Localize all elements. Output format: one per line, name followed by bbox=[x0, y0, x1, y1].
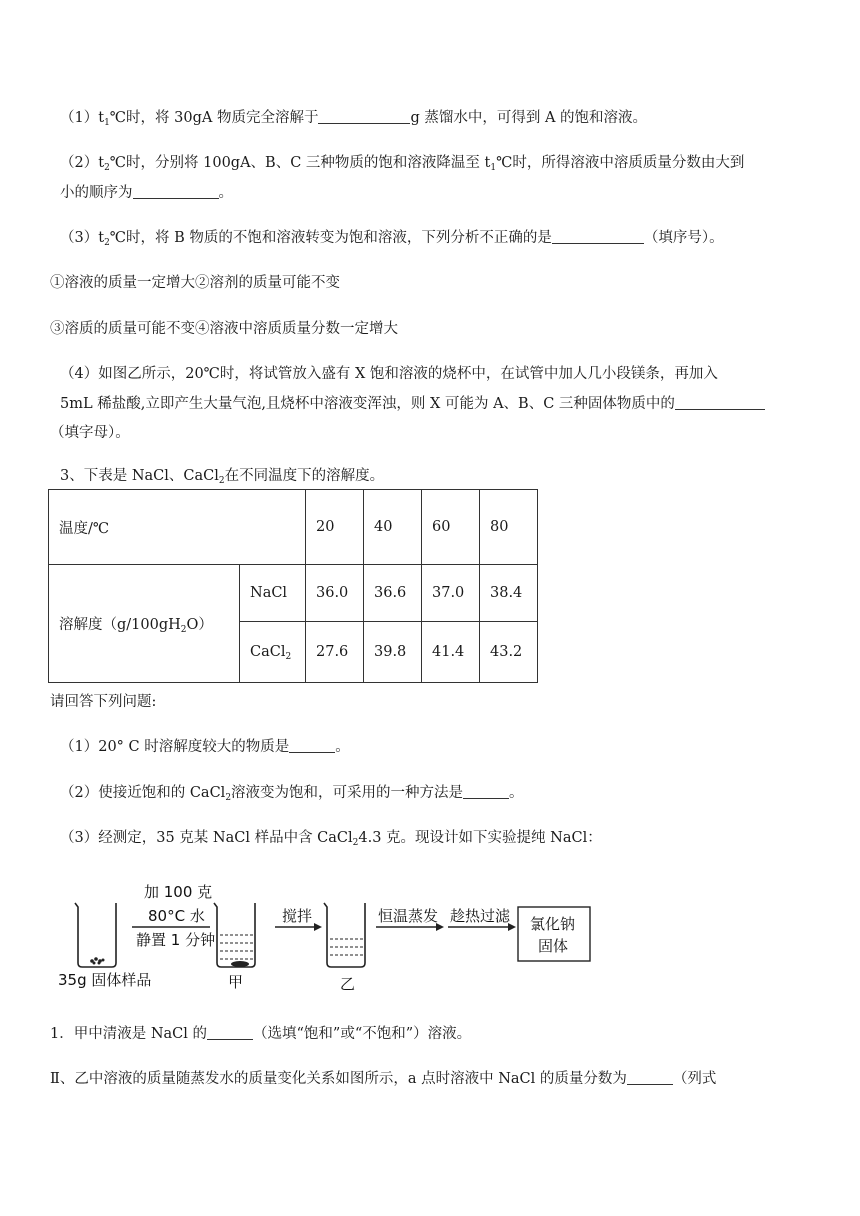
answer-blank[interactable] bbox=[627, 1070, 673, 1085]
text: Ⅱ、乙中溶液的质量随蒸发水的质量变化关系如图所示，a 点时溶液中 NaCl 的质量分数为 bbox=[50, 1071, 627, 1087]
substance-cacl2 bbox=[240, 622, 306, 683]
q2-part1 bbox=[60, 108, 647, 128]
answer-blank[interactable] bbox=[675, 395, 765, 410]
q2-options-3-4: ③溶质的质量可能不变④溶液中溶质质量分数一定增大 bbox=[50, 321, 398, 337]
substance-nacl: NaCl bbox=[240, 565, 306, 622]
text: 4.3 克。现设计如下实验提纯 NaCl： bbox=[358, 830, 602, 846]
answer-blank[interactable] bbox=[552, 229, 644, 244]
q2-options-1-2: ①溶液的质量一定增大②溶剂的质量可能不变 bbox=[50, 275, 340, 291]
text: 溶解度（g/100gH bbox=[59, 617, 181, 633]
temp-header: 温度/℃ bbox=[49, 490, 306, 565]
stir-label: 搅拌 bbox=[282, 907, 313, 925]
subscript: 2 bbox=[104, 238, 110, 248]
q3-sub2 bbox=[60, 783, 524, 803]
answer-blank[interactable] bbox=[318, 109, 410, 124]
text: CaCl bbox=[250, 644, 286, 660]
value-cell: 41.4 bbox=[422, 622, 480, 683]
product-label-line1: 氯化钠 bbox=[530, 915, 576, 933]
subscript: 2 bbox=[180, 625, 187, 635]
q3-item-ii bbox=[50, 1069, 716, 1089]
text: 在不同温度下的溶解度。 bbox=[224, 468, 385, 484]
text: 。 bbox=[509, 785, 524, 801]
q3-prompt: 请回答下列问题: bbox=[50, 694, 157, 710]
subscript: 1 bbox=[490, 163, 497, 173]
value-cell: 38.4 bbox=[480, 565, 538, 622]
q2-part2 bbox=[60, 153, 744, 173]
solubility-header bbox=[49, 565, 240, 683]
q3-sub1 bbox=[60, 737, 350, 757]
text: （填序号）。 bbox=[643, 230, 724, 246]
text: （列式 bbox=[672, 1071, 717, 1087]
q2-part4-line3: （填字母）。 bbox=[50, 425, 130, 441]
evaporate-label: 恒温蒸发 bbox=[378, 907, 439, 925]
q2-part4-line2 bbox=[60, 394, 765, 414]
value-cell: 27.6 bbox=[306, 622, 364, 683]
beaker-sample-icon bbox=[75, 903, 116, 967]
text: （1）t bbox=[60, 110, 105, 126]
arrow-head bbox=[314, 923, 322, 931]
q2-part2-line2 bbox=[60, 183, 233, 203]
subscript: 2 bbox=[352, 838, 359, 848]
text: （2）使接近饱和的 CaCl bbox=[60, 785, 226, 801]
answer-blank[interactable] bbox=[133, 184, 219, 199]
text: 1．甲中清液是 NaCl 的 bbox=[50, 1026, 208, 1042]
text: ℃时，将 B 物质的不饱和溶液转变为饱和溶液，下列分析不正确的是 bbox=[109, 230, 552, 246]
purification-diagram bbox=[58, 875, 600, 995]
text: 5mL 稀盐酸,立即产生大量气泡,且烧杯中溶液变浑浊，则 X 可能为 A、B、C 三种固体物质中的 bbox=[60, 396, 675, 412]
q2-part3 bbox=[60, 228, 724, 248]
subscript: 2 bbox=[225, 793, 232, 803]
value-cell: 37.0 bbox=[422, 565, 480, 622]
step1-label-mid: 80°C 水 bbox=[148, 907, 205, 925]
temp-cell: 80 bbox=[480, 490, 538, 565]
text: ℃时，将 30gA 物质完全溶解于 bbox=[109, 110, 319, 126]
subscript: 2 bbox=[104, 163, 110, 173]
text: ℃时，分别将 100gA、B、C 三种物质的饱和溶液降温至 t bbox=[109, 155, 491, 171]
text: （选填“饱和”或“不饱和”）溶液。 bbox=[253, 1026, 472, 1042]
beaker-jia-label: 甲 bbox=[228, 973, 244, 991]
text: （3）经测定，35 克某 NaCl 样品中含 CaCl bbox=[60, 830, 353, 846]
beaker-jia-icon bbox=[214, 903, 255, 967]
answer-blank[interactable] bbox=[289, 738, 335, 753]
value-cell: 39.8 bbox=[364, 622, 422, 683]
text: （1）20° C 时溶解度较大的物质是 bbox=[60, 739, 290, 755]
text: 溶液变为饱和，可采用的一种方法是 bbox=[231, 785, 464, 801]
q3-item-i bbox=[50, 1024, 471, 1044]
text: g 蒸馏水中，可得到 A 的饱和溶液。 bbox=[410, 110, 648, 126]
subscript: 2 bbox=[285, 652, 292, 662]
table-row-nacl bbox=[49, 565, 538, 622]
text: （3）t bbox=[60, 230, 105, 246]
answer-blank[interactable] bbox=[207, 1025, 253, 1040]
filter-label: 趁热过滤 bbox=[450, 907, 511, 925]
text: ℃时，所得溶液中溶质质量分数由大到 bbox=[496, 155, 745, 171]
value-cell: 43.2 bbox=[480, 622, 538, 683]
step1-label-bot: 静置 1 分钟 bbox=[136, 931, 216, 949]
text: 小的顺序为 bbox=[60, 185, 133, 201]
text: O） bbox=[186, 617, 213, 633]
table-row-temperature bbox=[49, 490, 538, 565]
step1-label-top: 加 100 克 bbox=[144, 883, 213, 901]
subscript: 1 bbox=[104, 118, 110, 128]
text: （2）t bbox=[60, 155, 105, 171]
temp-cell: 40 bbox=[364, 490, 422, 565]
value-cell: 36.0 bbox=[306, 565, 364, 622]
beaker-yi-icon bbox=[324, 903, 365, 967]
solubility-table bbox=[48, 489, 538, 683]
subscript: 2 bbox=[218, 476, 225, 486]
beaker-yi-label: 乙 bbox=[340, 975, 356, 993]
temp-cell: 20 bbox=[306, 490, 364, 565]
text: 。 bbox=[218, 185, 233, 201]
q3-sub3 bbox=[60, 828, 602, 848]
product-label-line2: 固体 bbox=[538, 937, 569, 955]
text: 。 bbox=[335, 739, 350, 755]
temp-cell: 60 bbox=[422, 490, 480, 565]
q3-intro bbox=[60, 466, 384, 486]
sample-label: 35g 固体样品 bbox=[58, 971, 152, 989]
text: 3、下表是 NaCl、CaCl bbox=[60, 468, 219, 484]
answer-blank[interactable] bbox=[463, 784, 509, 799]
value-cell: 36.6 bbox=[364, 565, 422, 622]
q2-part4-line1: （4）如图乙所示，20℃时，将试管放入盛有 X 饱和溶液的烧杯中，在试管中加人几小段镁条，再加入 bbox=[60, 366, 718, 382]
